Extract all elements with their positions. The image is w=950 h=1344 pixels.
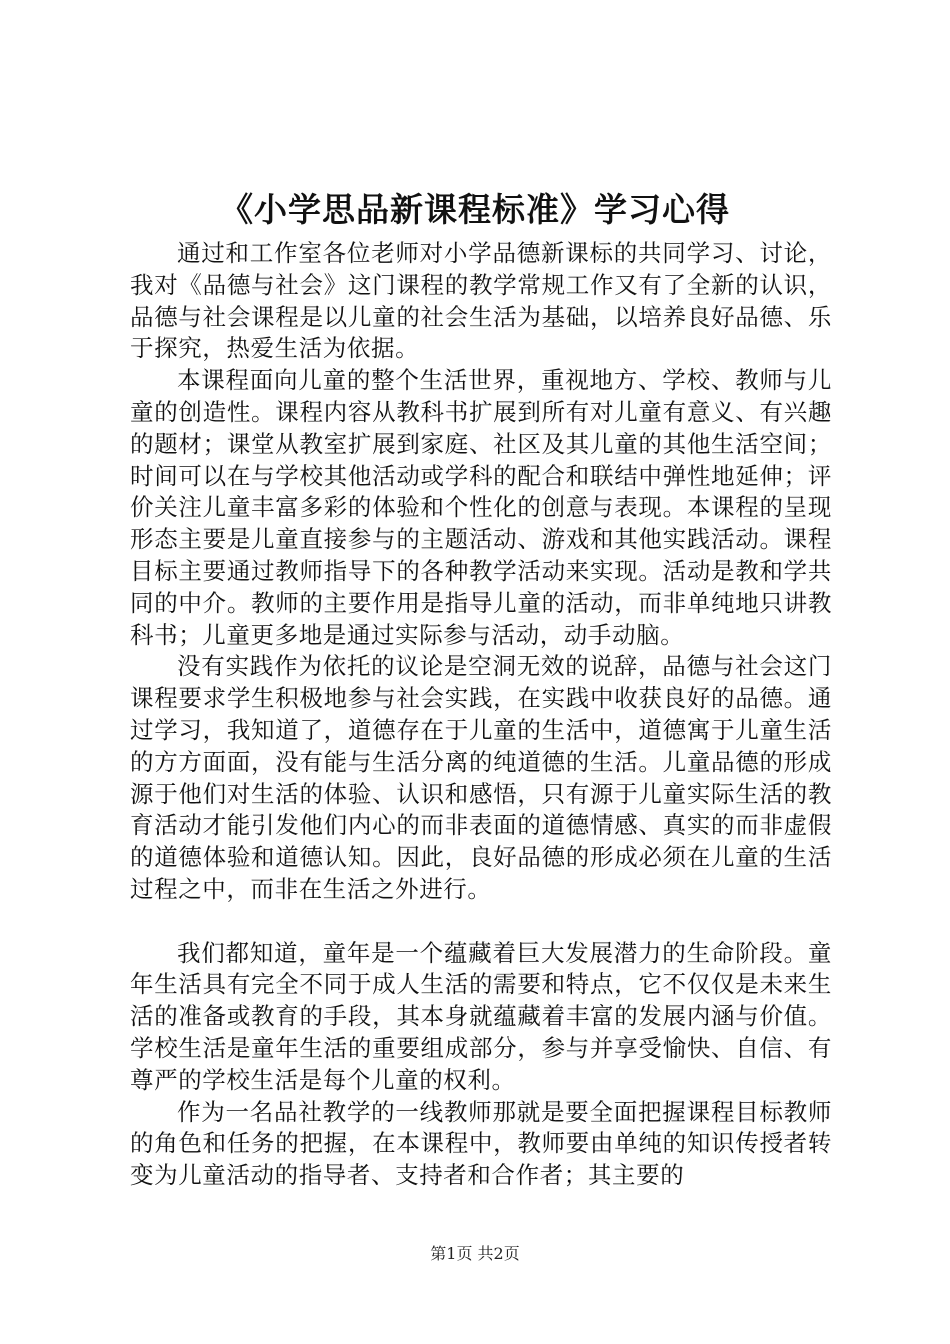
paragraph-4: 我们都知道，童年是一个蕴藏着巨大发展潜力的生命阶段。童年生活具有完全不同于成人生活的需要和特点，它不仅仅是未来生活的准备或教育的手段，其本身就蕴藏着丰富的发展内涵与价值。学校生活是童年生活的重要组成部分，参与并享受愉快、自信、有尊严的学校生活是每个儿童的权利。: [130, 938, 832, 1094]
document-body: [130, 238, 832, 1192]
document-title: 《小学思品新课程标准》学习心得: [220, 190, 730, 229]
paragraph-1: 通过和工作室各位老师对小学品德新课标的共同学习、讨论，我对《品德与社会》这门课程的教学常规工作又有了全新的认识，品德与社会课程是以儿童的社会生活为基础，以培养良好品德、乐于探究，热爱生活为依据。: [130, 239, 832, 363]
paragraph-3: 没有实践作为依托的议论是空洞无效的说辞，品德与社会这门课程要求学生积极地参与社会实践，在实践中收获良好的品德。通过学习，我知道了，道德存在于儿童的生活中，道德寓于儿童生活的方方面面，没有能与生活分离的纯道德的生活。儿童品德的形成源于他们对生活的体验、认识和感悟，只有源于儿童实际生活的教育活动才能引发他们内心的而非表面的道德情感、真实的而非虚假的道德体验和道德认知。因此，良好品德的形成必须在儿童的生活过程之中，而非在生活之外进行。: [130, 652, 832, 903]
page-footer: 第1页 共2页: [430, 1244, 520, 1263]
paragraph-5: 作为一名品社教学的一线教师那就是要全面把握课程目标教师的角色和任务的把握，在本课程中，教师要由单纯的知识传授者转变为儿童活动的指导者、支持者和合作者；其主要的: [130, 1097, 832, 1190]
paragraph-2: 本课程面向儿童的整个生活世界，重视地方、学校、教师与儿童的创造性。课程内容从教科书扩展到所有对儿童有意义、有兴趣的题材；课堂从教室扩展到家庭、社区及其儿童的其他生活空间；时间可以在与学校其他活动或学科的配合和联结中弹性地延伸；评价关注儿童丰富多彩的体验和个性化的创意与表现。本课程的呈现形态主要是儿童直接参与的主题活动、游戏和其他实践活动。课程目标主要通过教师指导下的各种教学活动来实现。活动是教和学共同的中介。教师的主要作用是指导儿童的活动，而非单纯地只讲教科书；儿童更多地是通过实际参与活动，动手动脑。: [130, 366, 832, 649]
